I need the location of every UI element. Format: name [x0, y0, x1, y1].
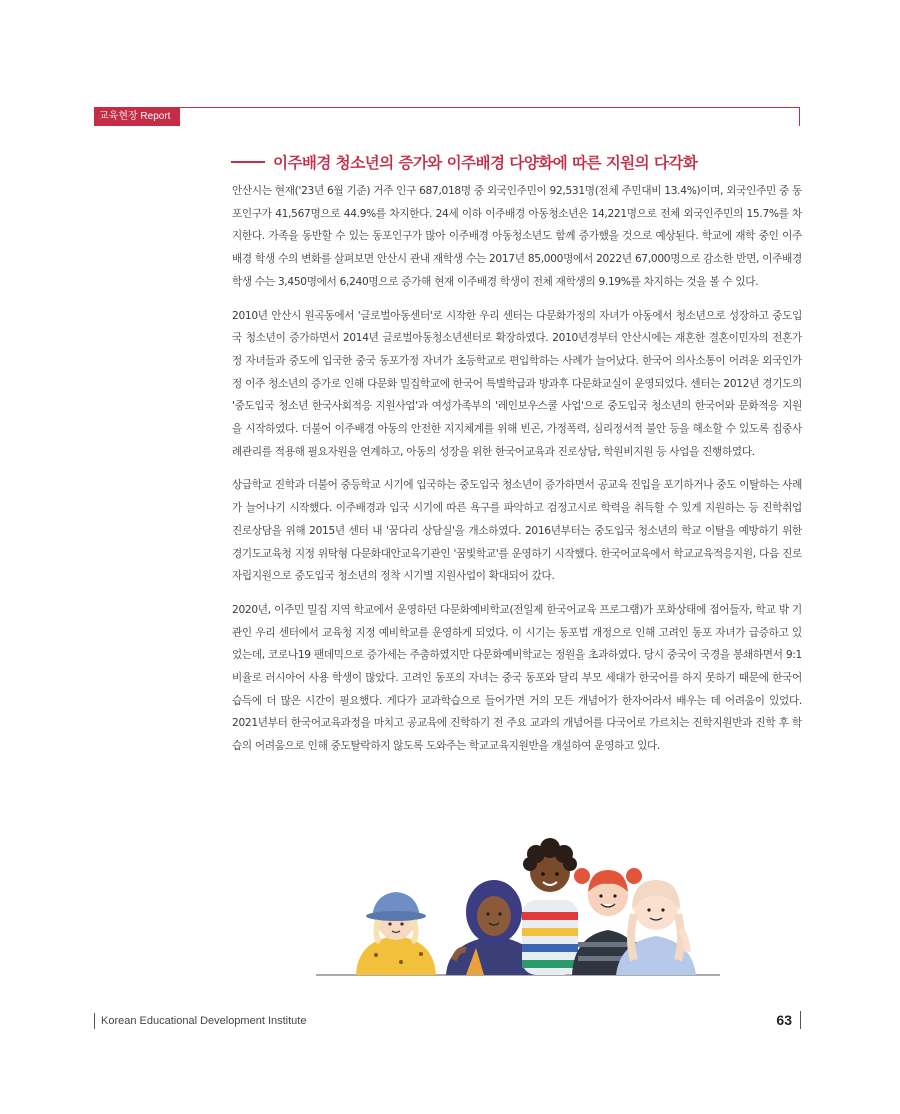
page-number: 63: [776, 1011, 801, 1029]
paragraph-3: 상급학교 진학과 더불어 중등학교 시기에 입국하는 중도입국 청소년이 증가하면서 공교육 진입을 포기하거나 중도 이탈하는 사례가 늘어나기 시작했다. 이주배경과 입국 시기에 따른 욕구를 파악하고 검정고시로 학력을 취득할 수 있게 지원하는 등 진학취업 진로상담을 위해 2015년 센터 내 '꿈다리 상담실'을 개소하였다. 2016년부터는 중도입국 청소년의 학교 이탈을 예방하기 위한 경기도교육청 지정 위탁형 다문화대안교육기관인 '꿈빛학교'를 운영하기 시작했다. 한국어교육에서 학교교육적응지원, 다음 진로자립지원으로 중도입국 청소년의 정착 시기별 지원사업이 확대되어 갔다.: [232, 479, 802, 583]
child-curly-hair: [522, 838, 578, 975]
header-tag: 교육현장 Report: [94, 107, 180, 126]
paragraph-2: 2010년 안산시 원곡동에서 '글로벌아동센터'로 시작한 우리 센터는 다문화가정의 자녀가 아동에서 청소년으로 성장하고 중도입국 청소년이 증가하면서 2014년 글로벌아동청소년센터로 확장하였다. 2010년경부터 안산시에는 재혼한 결혼이민자의 전혼가정 자녀들과 중도에 입국한 중국 동포가정 자녀가 초등학교로 편입학하는 사례가 늘어났다. 한국어 의사소통이 어려운 외국인가정 이주 청소년의 증가로 인해 다문화 밀집학교에 한국어 특별학급과 방과후 다문화교실이 운영되었다. 센터는 2012년 경기도의 '중도입국 청소년 한국사회적응 지원사업'과 여성가족부의 '레인보우스쿨 사업'으로 중도입국 청소년의 한국어와 문화적응 지원을 시작하였다. 더불어 이주배경 아동의 안전한 지지체계를 위해 빈곤, 가정폭력, 심리정서적 불안 등을 해소할 수 있도록 집중사례관리를 적용해 필요자원을 연계하고, 아동의 성장을 위한 한국어교육과 진로상담, 학원비지원 등 사업을 진행하였다.: [232, 309, 802, 458]
header-divider: [799, 108, 800, 126]
child-blonde-braids: [616, 880, 696, 975]
section-title: 이주배경 청소년의 증가와 이주배경 다양화에 따른 지원의 다각화: [273, 154, 698, 172]
paragraph-1: 안산시는 현재('23년 6월 기준) 거주 인구 687,018명 중 외국인주민이 92,531명(전체 주민대비 13.4%)이며, 외국인주민 중 동포인구가 41,567명으로 44.9%를 차지한다. 24세 이하 이주배경 아동청소년은 14,221명으로 전체 외국인주민의 15.7%를 차지한다. 가족을 동반할 수 있는 동포인구가 많아 이주배경 아동청소년도 함께 증가했을 것으로 예상된다. 학교에 재학 중인 이주배경 학생 수의 변화를 살펴보면 안산시 관내 재학생 수는 2017년 85,000명에서 2022년 67,000명으로 감소한 반면, 이주배경 학생 수는 3,450명에서 6,240명으로 증가해 현재 이주배경 학생이 전체 재학생의 9.19%를 차지하는 것을 볼 수 있다.: [232, 185, 802, 288]
section-heading: [231, 150, 811, 174]
title-rule: [231, 161, 265, 163]
children-illustration: [316, 830, 720, 978]
child-bucket-hat: [356, 892, 436, 975]
paragraph-4: 2020년, 이주민 밀집 지역 학교에서 운영하던 다문화예비학교(전일제 한국어교육 프로그램)가 포화상태에 접어들자, 학교 밖 기관인 우리 센터에서 교육청 지정 예비학교를 운영하게 되었다. 이 시기는 동포법 개정으로 인해 고려인 동포 자녀가 급증하고 있었는데, 코로나19 팬데믹으로 증가세는 주춤하였지만 다문화예비학교는 정원을 초과하였다. 당시 중국이 국경을 봉쇄하면서 9:1 비율로 러시아어 사용 학생이 많았다. 고려인 동포의 자녀는 중국 동포와 달리 부모 세대가 한국어를 하지 못하기 때문에 한국어 습득에 더 많은 시간이 필요했다. 게다가 교과학습으로 들어가면 거의 모든 개념어가 한자어라서 배우는 데 어려움이 있었다. 2021년부터 한국어교육과정을 마치고 공교육에 진학하기 전 주요 교과의 개념어를 다국어로 가르치는 진학지원반과 진학 후 학습의 어려움으로 인해 중도탈락하지 않도록 도와주는 학교교육지원반을 개설하여 운영하고 있다.: [232, 603, 802, 753]
article-body: [232, 180, 802, 769]
page-header: [94, 107, 800, 126]
footer-institute: Korean Educational Development Institute: [94, 1013, 306, 1029]
